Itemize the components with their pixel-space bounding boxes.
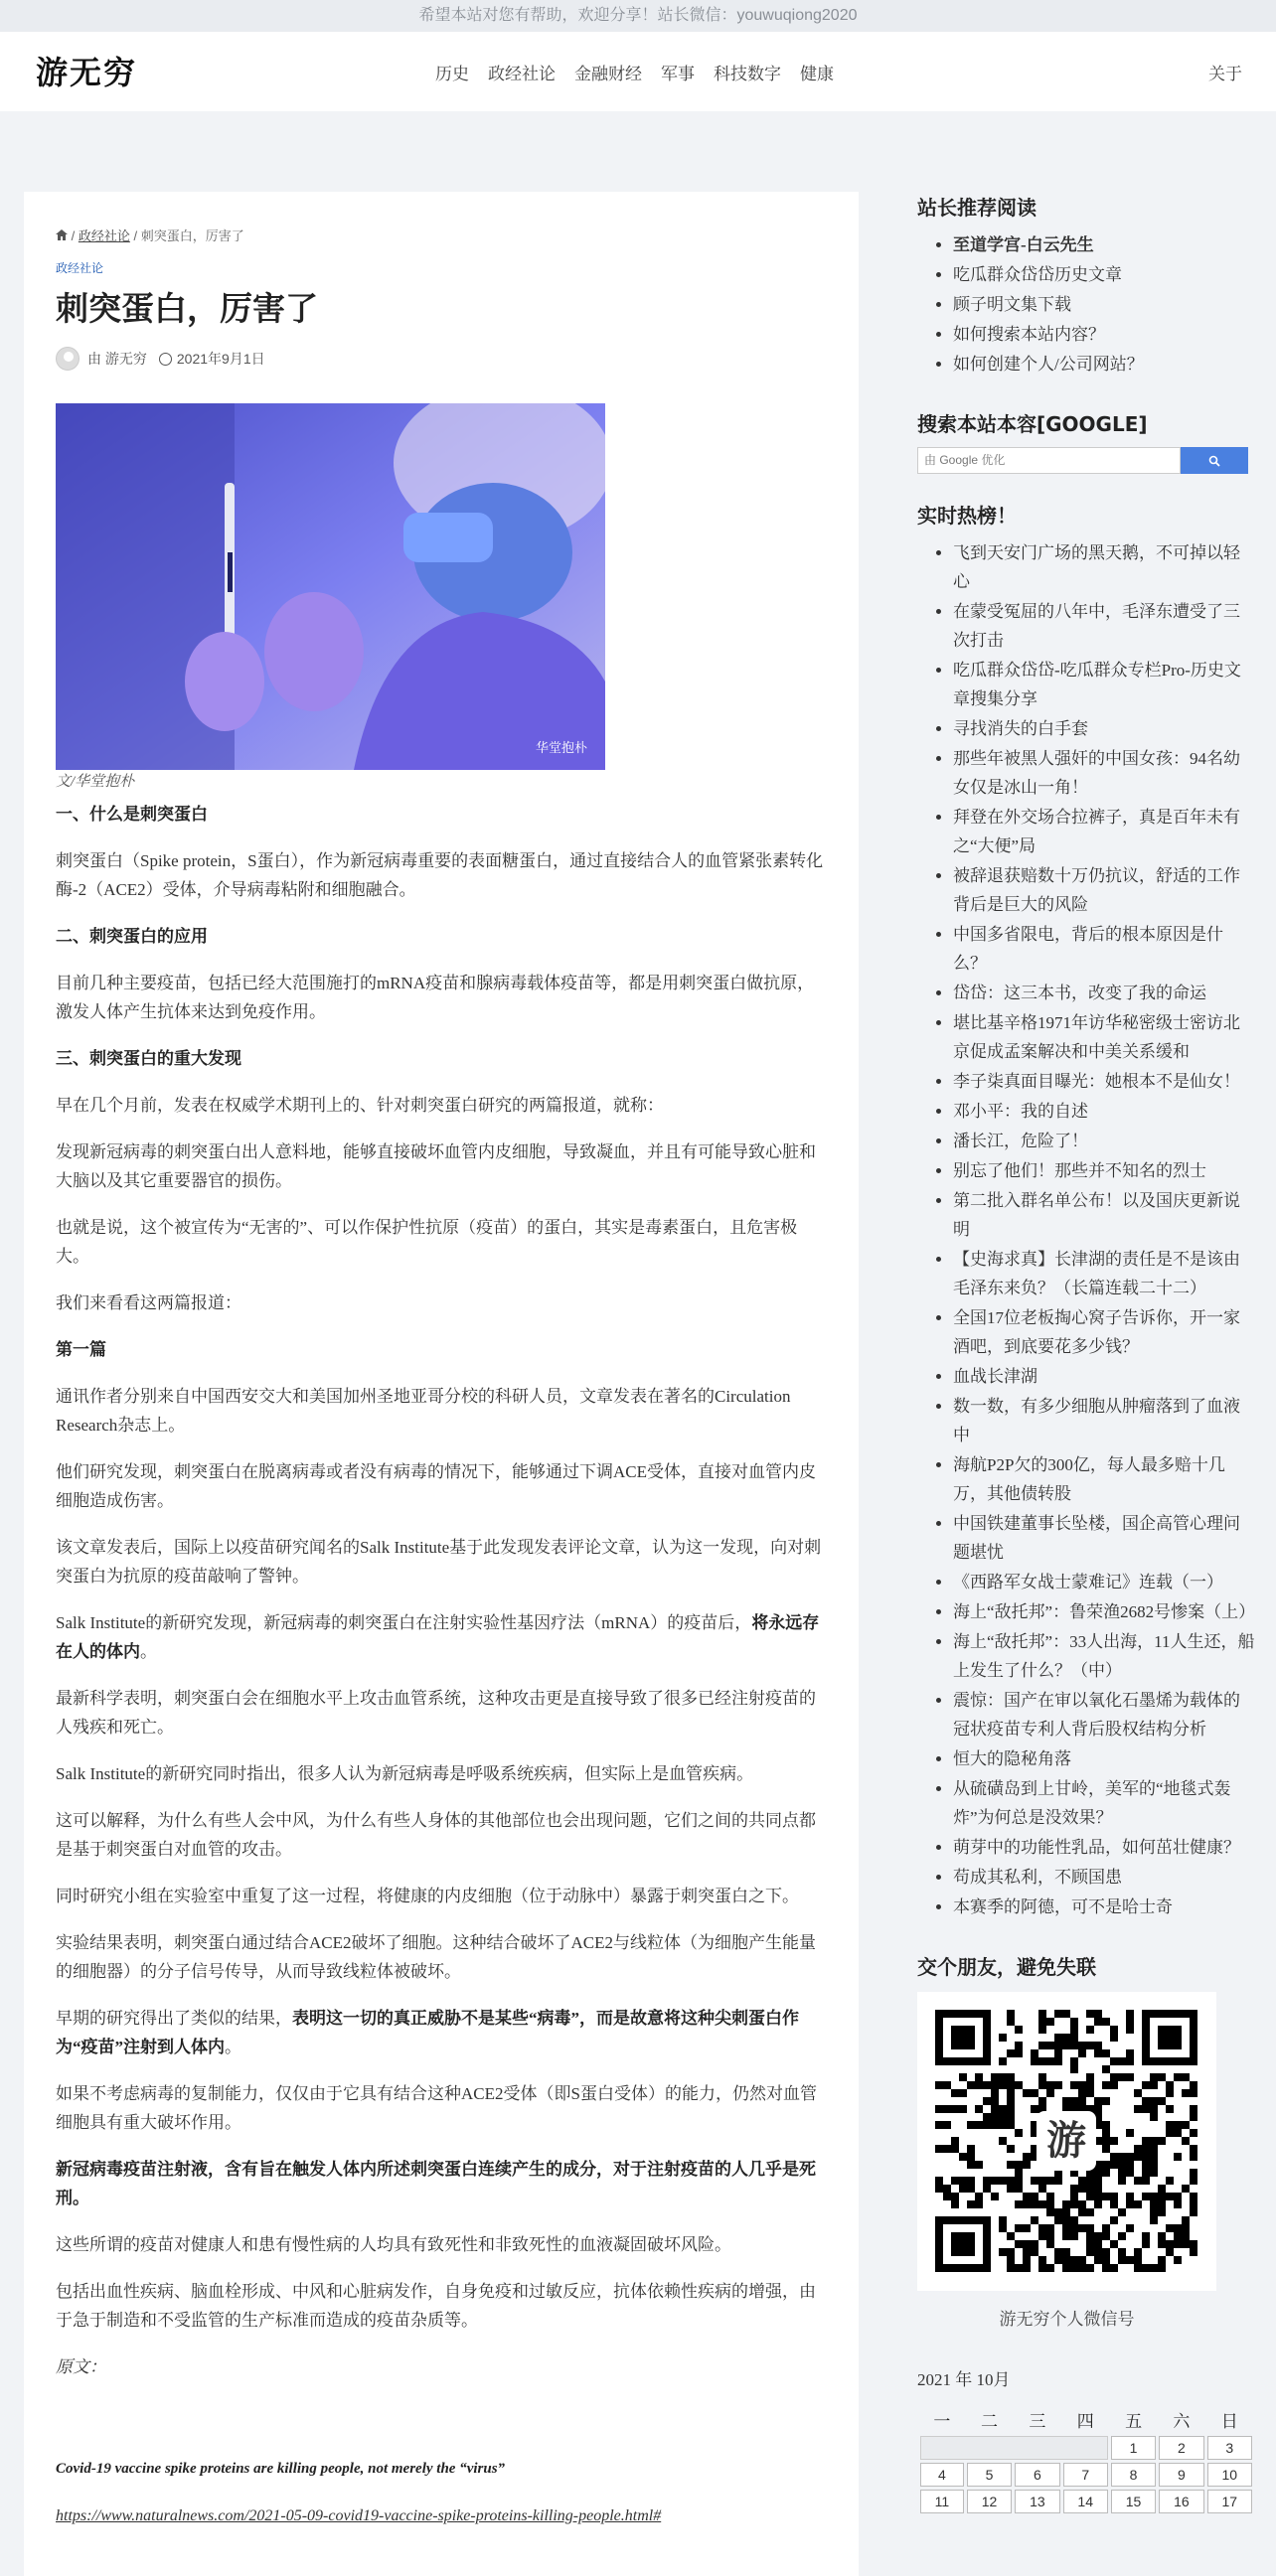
hot-item[interactable]: • 震惊：国产在审以氧化石墨烯为载体的冠状疫苗专利人背后股权结构分析: [953, 1686, 1255, 1743]
calendar-day: 15: [1111, 2490, 1156, 2513]
hot-item[interactable]: • 拜登在外交场合拉裤子，真是百年未有之“大便”局: [953, 803, 1255, 860]
hot-item[interactable]: • 邓小平：我的自述: [953, 1097, 1255, 1126]
calendar-day: 8: [1111, 2463, 1156, 2487]
friend-widget: [917, 1951, 1255, 2330]
spacer: [56, 2399, 827, 2437]
hot-title: 实时热榜！: [917, 504, 1017, 528]
weekday-label: 一: [933, 2411, 951, 2431]
author-name[interactable]: 由 游无穷: [87, 351, 147, 367]
recommend-item[interactable]: • 如何创建个人/公司网站？: [953, 350, 1255, 379]
search-button[interactable]: [1181, 447, 1248, 474]
paragraph: Salk Institute的新研究同时指出，很多人认为新冠病毒是呼吸系统疾病，但实际上是血管疾病。: [56, 1764, 754, 1783]
search-input[interactable]: 由 Google 优化: [917, 447, 1181, 474]
recommend-list: [917, 230, 1255, 379]
category-tag[interactable]: 政经社论: [56, 261, 104, 275]
hot-item[interactable]: • 在蒙受冤屈的八年中，毛泽东遭受了三次打击: [953, 597, 1255, 655]
paragraph: 这些所谓的疫苗对健康人和患有慢性病的人均具有致死性和非致死性的血液凝固破坏风险。: [56, 2235, 731, 2254]
calendar-day: 17: [1207, 2490, 1252, 2513]
hot-item[interactable]: • 全国17位老板掏心窝子告诉你，开一家酒吧，到底要花多少钱？: [953, 1303, 1255, 1361]
hot-widget: [917, 500, 1255, 1921]
hot-item[interactable]: • 那些年被黑人强奸的中国女孩：94名幼女仅是冰山一角！: [953, 744, 1255, 802]
hot-item[interactable]: • 【史海求真】长津湖的责任是不是该由毛泽东来负？（长篇连载二十二）: [953, 1245, 1255, 1302]
wechat-qr-code: [917, 1992, 1216, 2291]
recommend-item[interactable]: • 顾子明文集下载: [953, 290, 1255, 319]
recommend-item[interactable]: • 至道学宫-白云先生: [953, 230, 1255, 259]
paragraph-bold: 新冠病毒疫苗注射液，含有旨在触发人体内所述刺突蛋白连续产生的成分，对于注射疫苗的人几乎是死刑。: [56, 2160, 816, 2207]
recommend-item[interactable]: • 如何搜索本站内容？: [953, 320, 1255, 349]
calendar-day: 12: [967, 2490, 1012, 2513]
hot-item[interactable]: • 恒大的隐秘角落: [953, 1744, 1255, 1773]
hot-item[interactable]: • 数一数，有多少细胞从肿瘤落到了血液中: [953, 1392, 1255, 1449]
section-heading: 一、什么是刺突蛋白: [56, 805, 208, 824]
hot-item[interactable]: • 从硫磺岛到上甘岭，美军的“地毯式轰炸”为何总是没效果？: [953, 1774, 1255, 1832]
image-watermark: 华堂抱朴: [535, 740, 587, 755]
hot-item[interactable]: • 别忘了他们！那些并不知名的烈士: [953, 1156, 1255, 1185]
nav-item-tech[interactable]: 科技数字: [714, 64, 781, 83]
weekday-label: 五: [1125, 2411, 1143, 2431]
calendar-month: 2021 年 10月: [917, 2370, 1011, 2389]
calendar-widget: [917, 2365, 1255, 2516]
paragraph-text: 早期的研究得出了类似的结果，: [56, 2009, 292, 2028]
paragraph: 如果不考虑病毒的复制能力，仅仅由于它具有结合这种ACE2受体（即S蛋白受体）的能力，仍然对血管细胞具有重大破坏作用。: [56, 2084, 817, 2132]
paragraph: 这可以解释，为什么有些人会中风，为什么有些人身体的其他部位也会出现问题，它们之间的共同点都是基于刺突蛋白对血管的攻击。: [56, 1811, 816, 1859]
calendar-day: 10: [1207, 2463, 1252, 2487]
paragraph: 该文章发表后，国际上以疫苗研究闻名的Salk Institute基于此发现发表评论文章，认为这一发现，向对刺突蛋白为抗原的疫苗敲响了警钟。: [56, 1538, 822, 1586]
paragraph-bold: 表明这一切的真正威胁不是某些“病毒”，而是故意将这种尖刺蛋白作为“疫苗”注射到人体内: [56, 2009, 799, 2056]
paragraph: 早在几个月前，发表在权威学术期刊上的、针对刺突蛋白研究的两篇报道，就称：: [56, 1096, 664, 1115]
image-caption: 文/华堂抱朴: [56, 774, 135, 790]
search-icon: [1208, 455, 1220, 467]
calendar-day: 14: [1063, 2490, 1108, 2513]
weekday-label: 三: [1029, 2411, 1046, 2431]
paragraph: 发现新冠病毒的刺突蛋白出人意料地，能够直接破坏血管内皮细胞，导致凝血，并且有可能导致心脏和大脑以及其它重要器官的损伤。: [56, 1142, 816, 1190]
paragraph: 包括出血性疾病、脑血栓形成、中风和心脏病发作，自身免疫和过敏反应，抗体依赖性疾病的增强，由于急于制造和不受监管的生产标准而造成的疫苗杂质等。: [56, 2282, 816, 2330]
paragraph: [56, 2004, 827, 2061]
hot-item[interactable]: • 被辞退获赔数十万仍抗议，舒适的工作背后是巨大的风险: [953, 861, 1255, 919]
top-notice-bar: [0, 0, 1276, 32]
hot-item[interactable]: • 苟成其私利，不顾国患: [953, 1863, 1255, 1892]
hot-item[interactable]: • 海上“敌托邦”：33人出海，11人生还，船上发生了什么？（中）: [953, 1627, 1255, 1685]
article-card: [24, 192, 859, 2576]
source-title: Covid-19 vaccine spike proteins are killing people, not merely the “virus”: [56, 2461, 506, 2477]
author-avatar: [56, 347, 80, 371]
section-heading: 二、刺突蛋白的应用: [56, 927, 208, 946]
calendar-day: 4: [920, 2463, 964, 2487]
article-hero-image: [56, 403, 605, 770]
section-heading: 第一篇: [56, 1340, 106, 1359]
calendar-day: 9: [1159, 2463, 1203, 2487]
calendar-table: [917, 2402, 1255, 2516]
source-link[interactable]: https://www.naturalnews.com/2021-05-09-covid19-vaccine-spike-proteins-killing-people.html#: [56, 2507, 662, 2524]
nav-item-history[interactable]: 历史: [435, 64, 469, 83]
clock-icon: [159, 353, 172, 366]
hot-item[interactable]: • 第二批入群名单公布！以及国庆更新说明: [953, 1186, 1255, 1244]
hot-item[interactable]: • 飞到天安门广场的黑天鹅，不可掉以轻心: [953, 538, 1255, 596]
nav-item-about[interactable]: 关于: [1208, 65, 1242, 83]
nav-item-health[interactable]: 健康: [800, 64, 834, 83]
paragraph-tail: 。: [140, 1642, 157, 1661]
weekday-label: 日: [1220, 2411, 1238, 2431]
paragraph: 他们研究发现，刺突蛋白在脱离病毒或者没有病毒的情况下，能够通过下调ACE受体，直接对血管内皮细胞造成伤害。: [56, 1462, 816, 1510]
qr-caption: 游无穷个人微信号: [999, 2310, 1135, 2329]
search-title: 搜索本站本容[GOOGLE]: [917, 412, 1148, 436]
calendar-day: 16: [1159, 2490, 1203, 2513]
sidebar: [917, 192, 1255, 2516]
paragraph: 实验结果表明，刺突蛋白通过结合ACE2破坏了细胞。这种结合破坏了ACE2与线粒体（为细胞产生能量的细胞器）的分子信号传导，从而导致线粒体被破坏。: [56, 1933, 816, 1981]
hot-item[interactable]: • 《西路军女战士蒙难记》连载（一）: [953, 1568, 1255, 1596]
hot-item[interactable]: • 海上“敌托邦”：鲁荣渔2682号惨案（上）: [953, 1597, 1255, 1626]
friend-title: 交个朋友，避免失联: [917, 1955, 1096, 1979]
breadcrumb-category[interactable]: 政经社论: [78, 228, 130, 243]
nav-item-military[interactable]: 军事: [661, 64, 695, 83]
paragraph: [56, 1608, 827, 1666]
main-nav: [435, 32, 853, 111]
hot-item[interactable]: • 寻找消失的白手套: [953, 714, 1255, 743]
hot-item[interactable]: • 吃瓜群众岱岱-吃瓜群众专栏Pro-历史文章搜集分享: [953, 656, 1255, 713]
nav-item-finance[interactable]: 金融财经: [574, 64, 642, 83]
home-icon[interactable]: [56, 228, 68, 243]
hot-item[interactable]: • 中国铁建董事长坠楼，国企高管心理问题堪忧: [953, 1509, 1255, 1567]
hot-item[interactable]: • 堪比基辛格1971年访华秘密级士密访北京促成孟案解决和中美关系缓和: [953, 1008, 1255, 1066]
calendar-empty: [920, 2436, 1108, 2460]
article-body: [56, 800, 827, 2548]
recommend-title: 站长推荐阅读: [917, 196, 1037, 220]
paragraph-text: Salk Institute的新研究发现，新冠病毒的刺突蛋白在注射实验性基因疗法（mRNA）的疫苗后，: [56, 1613, 752, 1632]
site-logo[interactable]: 游无穷: [36, 54, 138, 91]
post-date: 2021年9月1日: [176, 351, 265, 367]
paragraph-bold: 将永远存在人的体内: [56, 1613, 820, 1661]
weekday-label: 二: [981, 2411, 999, 2431]
top-notice-text: 希望本站对您有帮助，欢迎分享！站长微信：youwuqiong2020: [418, 7, 858, 24]
hot-item[interactable]: • 萌芽中的功能性乳品，如何茁壮健康？: [953, 1833, 1255, 1862]
calendar-day: 11: [920, 2490, 964, 2513]
qr-center-logo: 游: [1037, 2111, 1096, 2171]
recommend-item[interactable]: • 吃瓜群众岱岱历史文章: [953, 260, 1255, 289]
article-meta: [56, 347, 265, 371]
article-title: 刺突蛋白，厉害了: [56, 289, 318, 328]
hot-item[interactable]: • 岱岱：这三本书，改变了我的命运: [953, 979, 1255, 1007]
calendar-day: 7: [1063, 2463, 1108, 2487]
paragraph: 最新科学表明，刺突蛋白会在细胞水平上攻击血管系统，这种攻击更是直接导致了很多已经注射疫苗的人残疾和死亡。: [56, 1689, 816, 1737]
paragraph: 也就是说，这个被宣传为“无害的”、可以作保护性抗原（疫苗）的蛋白，其实是毒素蛋白，且危害极大。: [56, 1218, 798, 1266]
paragraph: 目前几种主要疫苗，包括已经大范围施打的mRNA疫苗和腺病毒载体疫苗等，都是用刺突蛋白做抗原，激发人体产生抗体来达到免疫作用。: [56, 974, 815, 1021]
nav-item-politics[interactable]: 政经社论: [488, 64, 556, 83]
breadcrumb-current: 刺突蛋白，厉害了: [140, 228, 244, 243]
recommend-widget: [917, 192, 1255, 379]
hot-item[interactable]: • 李子柒真面目曝光：她根本不是仙女！: [953, 1067, 1255, 1096]
paragraph: 我们来看看这两篇报道：: [56, 1293, 241, 1312]
hot-item[interactable]: • 海航P2P欠的300亿，每人最多赔十几万，其他债转股: [953, 1450, 1255, 1508]
hot-item[interactable]: • 血战长津湖: [953, 1362, 1255, 1391]
hot-list: [917, 538, 1255, 1921]
calendar-day: 2: [1159, 2436, 1203, 2460]
breadcrumb: / 政经社论 / 刺突蛋白，厉害了: [56, 226, 244, 244]
calendar-day: 3: [1207, 2436, 1252, 2460]
search-widget: [917, 408, 1255, 474]
section-heading: 三、刺突蛋白的重大发现: [56, 1049, 241, 1068]
hot-item[interactable]: • 潘长江，危险了！: [953, 1127, 1255, 1155]
paragraph: 同时研究小组在实验室中重复了这一过程，将健康的内皮细胞（位于动脉中）暴露于刺突蛋白之下。: [56, 1887, 799, 1905]
weekday-label: 六: [1173, 2411, 1191, 2431]
calendar-day: 6: [1015, 2463, 1059, 2487]
calendar-day: 5: [967, 2463, 1012, 2487]
paragraph-tail: 。: [225, 2038, 241, 2056]
hot-item[interactable]: • 中国多省限电，背后的根本原因是什么？: [953, 920, 1255, 978]
calendar-day: 13: [1015, 2490, 1059, 2513]
source-label: 原文：: [56, 2357, 106, 2376]
paragraph: 通讯作者分别来自中国西安交大和美国加州圣地亚哥分校的科研人员，文章发表在著名的Circulation Research杂志上。: [56, 1387, 791, 1435]
weekday-label: 四: [1076, 2411, 1094, 2431]
hot-item[interactable]: • 本赛季的阿德，可不是哈士奇: [953, 1893, 1255, 1921]
calendar-day: 1: [1111, 2436, 1156, 2460]
paragraph: 刺突蛋白（Spike protein，S蛋白），作为新冠病毒重要的表面糖蛋白，通过直接结合人的血管紧张素转化酶-2（ACE2）受体，介导病毒粘附和细胞融合。: [56, 851, 824, 899]
site-header: [0, 32, 1276, 111]
